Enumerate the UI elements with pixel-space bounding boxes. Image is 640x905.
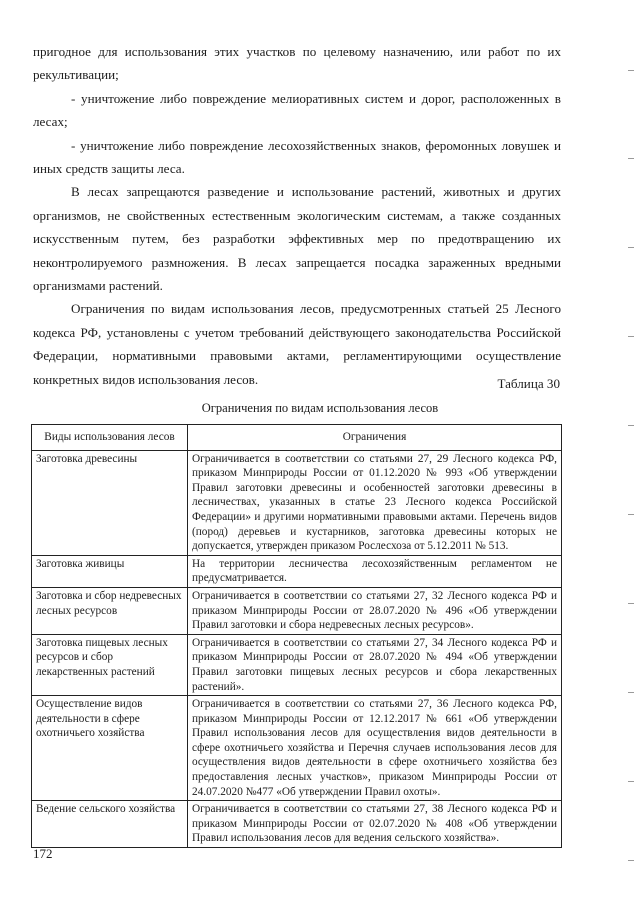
paragraph: - уничтожение либо повреждение лесохозяйственных знаков, феромонных ловушек и иных средств защиты леса. — [33, 137, 561, 177]
table-cell-restriction: Ограничивается в соответствии со статьями 27, 34 Лесного кодекса РФ и приказом Минприроды России от 28.07.2020 № 494 «Об утверждении Правил заготовки пищевых лесных ресурсов и сбора лекарственных растений». — [188, 634, 562, 695]
paragraph: пригодное для использования этих участков по целевому назначению, или работ по их рекультивации; — [33, 44, 561, 83]
column-header-restrictions: Ограничения — [188, 425, 562, 451]
scan-mark — [628, 860, 634, 861]
table-cell-restriction: Ограничивается в соответствии со статьями 27, 38 Лесного кодекса РФ и приказом Минприроды России от 02.07.2020 № 408 «Об утверждении Правил использования лесов для ведения сельского хозяйства». — [188, 801, 562, 848]
table-row — [32, 587, 562, 634]
restrictions-table — [31, 424, 562, 848]
table-row — [32, 555, 562, 587]
paragraph: В лесах запрещаются разведение и использование растений, животных и других организмов, не свойственных естественным экологическим системам, а также созданных искусственным путем, без разработки эффективных мер по предотвращению их неконтролируемого размножения. В лесах запрещается посадка зараженных вредными организмами растений. — [33, 184, 561, 294]
scan-mark — [628, 425, 634, 426]
paragraph: Ограничения по видам использования лесов, предусмотренных статьей 25 Лесного кодекса РФ, установлены с учетом требований действующего законодательства Российской Федерации, нормативными правовыми актами, регламентирующими осуществление конкретных видов использования лесов. — [33, 301, 561, 387]
table-cell-use-type: Заготовка древесины — [32, 450, 188, 555]
table-cell-use-type: Заготовка пищевых лесных ресурсов и сбор лекарственных растений — [32, 634, 188, 695]
table-row — [32, 634, 562, 695]
scan-mark — [628, 514, 634, 515]
scan-mark — [628, 781, 634, 782]
table-cell-use-type: Осуществление видов деятельности в сфере охотничьего хозяйства — [32, 696, 188, 801]
table-title: Ограничения по видам использования лесов — [201, 401, 439, 415]
scan-mark — [628, 70, 634, 71]
table-row — [32, 450, 562, 555]
table-cell-use-type: Заготовка живицы — [32, 555, 188, 587]
scan-mark — [628, 336, 634, 337]
table-cell-use-type: Заготовка и сбор недревесных лесных ресурсов — [32, 587, 188, 634]
table-cell-restriction: Ограничивается в соответствии со статьями 27, 29 Лесного кодекса РФ, приказом Минприроды России от 01.12.2020 № 993 «Об утверждении Правил заготовки древесины и особенностей заготовки древесины в лесничествах, указанных в статье 23 Лесного кодекса Российской Федерации» и другими нормативными правовыми актами. Перечень видов (пород) деревьев и кустарников, заготовка древесины которых не допускается, утвержден приказом Рослесхоза от 5.12.2011 № 513. — [188, 450, 562, 555]
table-cell-restriction: На территории лесничества лесохозяйственным регламентом не предусматривается. — [188, 555, 562, 587]
table-row — [32, 696, 562, 801]
table-label: Таблица 30 — [497, 376, 560, 391]
scan-mark — [628, 158, 634, 159]
table-cell-restriction: Ограничивается в соответствии со статьями 27, 32 Лесного кодекса РФ и приказом Минприроды России от 28.07.2020 № 496 «Об утверждении Правил заготовки и сбора недревесных лесных ресурсов». — [188, 587, 562, 634]
table-cell-restriction: Ограничивается в соответствии со статьями 27, 36 Лесного кодекса РФ, приказом Минприроды России от 12.12.2017 № 661 «Об утверждении Правил использования лесов для осуществления видов деятельности в сфере охотничьего хозяйства и Перечня случаев использования лесов для осуществления видов деятельности в сфере охотничьего хозяйства без предоставления лесных участков», приказом Минприроды России от 24.07.2020 №477 «Об утверждении Правил охоты». — [188, 696, 562, 801]
table-cell-use-type: Ведение сельского хозяйства — [32, 801, 188, 848]
body-text — [33, 40, 561, 391]
table-header-row — [32, 425, 562, 451]
paragraph: - уничтожение либо повреждение мелиоративных систем и дорог, расположенных в лесах; — [33, 90, 561, 130]
scan-mark — [628, 603, 634, 604]
column-header-use-type: Виды использования лесов — [32, 425, 188, 451]
page-number: 172 — [33, 846, 53, 861]
table-row — [32, 801, 562, 848]
scan-mark — [628, 247, 634, 248]
scan-mark — [628, 692, 634, 693]
